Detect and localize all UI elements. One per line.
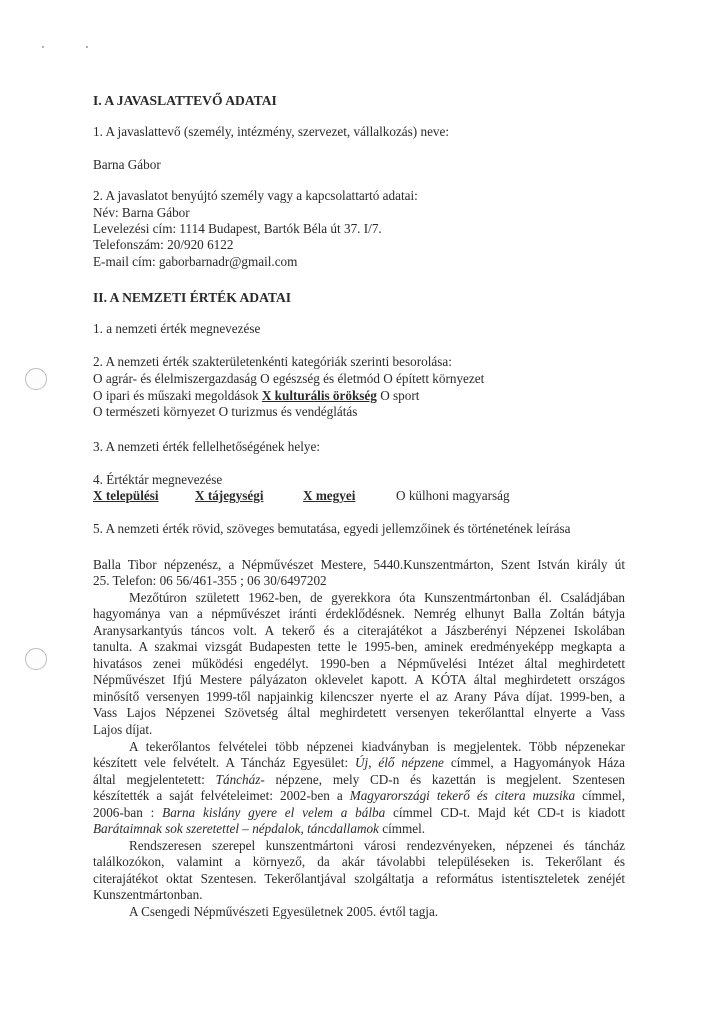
body-line: Lajos díjat. xyxy=(93,722,153,737)
body-line: találkozókon, valamint a környező, da akár távolabbi településeken is. Tekerőlant és xyxy=(93,854,625,869)
category-sport: O sport xyxy=(376,388,420,403)
punch-hole xyxy=(25,648,47,670)
body-line xyxy=(93,821,425,837)
vault-megyei: X megyei xyxy=(303,488,356,503)
body-line xyxy=(93,772,625,788)
body-text: címmel CD-t. Majd két CD-t is kiadott xyxy=(385,805,626,820)
body-line xyxy=(93,788,625,804)
contact-email: E-mail cím: gaborbarnadr@gmail.com xyxy=(93,254,298,269)
body-line: A tekerőlantos felvételei több népzenei kiadványban is megjelentek. Több népzenekar xyxy=(129,739,625,754)
body-line: A Csengedi Népművészeti Egyesületnek 2005. évtől tagja. xyxy=(129,904,439,919)
body-line: hagyománya van a népművészet iránti érdeklődésnek. Nemrég elhunyt Balla Zoltán bátyja xyxy=(93,606,625,621)
body-line: Mezőtúron született 1962-ben, de gyerekkora óta Kunszentmártonban él. Családjában xyxy=(129,590,625,605)
album-title: Magyarországi tekerő és citera muzsika xyxy=(349,788,576,803)
category-ipari: O ipari és műszaki megoldások xyxy=(93,388,262,403)
vault-kulhoni: O külhoni magyarság xyxy=(396,488,510,503)
body-line: Balla Tibor népzenész, a Népművészet Mestere, 5440.Kunszentmárton, Szent István király út xyxy=(93,557,625,572)
punch-hole xyxy=(25,368,47,390)
scan-speck xyxy=(42,46,44,48)
question-2-4: 4. Értéktár megnevezése xyxy=(93,472,223,487)
question-1-2: 2. A javaslatot benyújtó személy vagy a kapcsolattartó adatai: xyxy=(93,188,418,203)
body-text: 2006-ban : xyxy=(93,805,163,820)
body-line: citerajátékot oktat Szentesen. Tekerőlantjával szolgáltatja a református istentiszteletek zenéjét xyxy=(93,871,625,886)
section-2-heading: II. A NEMZETI ÉRTÉK ADATAI xyxy=(93,290,292,305)
question-2-1: 1. a nemzeti érték megnevezése xyxy=(93,321,261,336)
body-line: minősítő versenyen 1999-től napjainkig kilencszer nyerte el az Arany Páva díjat. 1999-ben, a xyxy=(93,689,625,704)
album-title: Táncház xyxy=(215,772,261,787)
body-line: hivatásos zenei működési engedélyt. 1990-ben a Népművelési Intézet által meghirdetett xyxy=(93,656,625,671)
contact-address: Levelezési cím: 1114 Budapest, Bartók Béla út 37. I/7. xyxy=(93,221,382,236)
body-line xyxy=(93,755,625,771)
body-line: Kunszentmártonban. xyxy=(93,887,203,902)
question-2-5: 5. A nemzeti érték rövid, szöveges bemutatása, egyedi jellemzőinek és történetének leírása xyxy=(93,521,571,536)
body-line: Rendszeresen szerepel kunszentmártoni városi rendezvényeken, népzenei és táncház xyxy=(129,838,625,853)
vault-options xyxy=(93,488,633,504)
question-1-1: 1. A javaslattevő (személy, intézmény, szervezet, vállalkozás) neve: xyxy=(93,124,450,139)
scan-speck xyxy=(86,46,88,48)
body-text: címmel, a Hagyományok Háza xyxy=(443,755,625,770)
body-text: készített vele felvételt. A Táncház Egyesület: xyxy=(93,755,356,770)
section-1-heading: I. A JAVASLATTEVŐ ADATAI xyxy=(93,93,277,108)
category-kulturalis-selected: X kulturális örökség xyxy=(261,388,377,403)
vault-telepulesi: X települési xyxy=(93,488,159,503)
body-line: tanulta. A szakmai vizsgát Budapesten tette le 1995-ben, aminek eredményeképp megkapta a xyxy=(93,639,625,654)
question-2-3: 3. A nemzeti érték fellelhetőségének helye: xyxy=(93,439,321,454)
body-line xyxy=(93,805,625,821)
body-line: Népművészet Ifjú Mestere pályázaton oklevelet kapott. A KÓTA által meghirdetett országos xyxy=(93,672,625,687)
contact-name: Név: Barna Gábor xyxy=(93,205,190,220)
category-line-2 xyxy=(93,388,419,404)
body-line: Aranysarkantyús táncos volt. A tekerő és a citerajátékot a Jászberényi Népzenei Iskolában xyxy=(93,623,625,638)
body-text: címmel. xyxy=(378,821,426,836)
body-text: készítették a saját felvételeimet: 2002-ben a xyxy=(93,788,350,803)
category-line-3: O természeti környezet O turizmus és vendéglátás xyxy=(93,404,358,419)
body-text: által megjelentetett: xyxy=(93,772,216,787)
body-line: 25. Telefon: 06 56/461-355 ; 06 30/6497202 xyxy=(93,573,327,588)
body-text: - népzene, mely CD-n és kazettán is megjelent. Szentesen xyxy=(260,772,625,787)
album-title: Barna kislány gyere el velem a bálba xyxy=(162,805,386,820)
album-title: Barátaimnak sok szeretettel – népdalok, táncdallamok xyxy=(93,821,379,836)
question-2-2: 2. A nemzeti érték szakterületenkénti kategóriák szerinti besorolása: xyxy=(93,354,452,369)
body-line: Vass Lajos Népzenei Szövetség által meghirdetett versenyen tekerőlanttal elnyerte a Vass xyxy=(93,705,625,720)
album-title: Új, élő népzene xyxy=(355,755,444,770)
proposer-name: Barna Gábor xyxy=(93,157,161,172)
category-line-1: O agrár- és élelmiszergazdaság O egészség és életmód O épített környezet xyxy=(93,371,485,386)
vault-tajegysegi: X tájegységi xyxy=(195,488,264,503)
contact-phone: Telefonszám: 20/920 6122 xyxy=(93,237,234,252)
body-text: címmel, xyxy=(575,788,625,803)
